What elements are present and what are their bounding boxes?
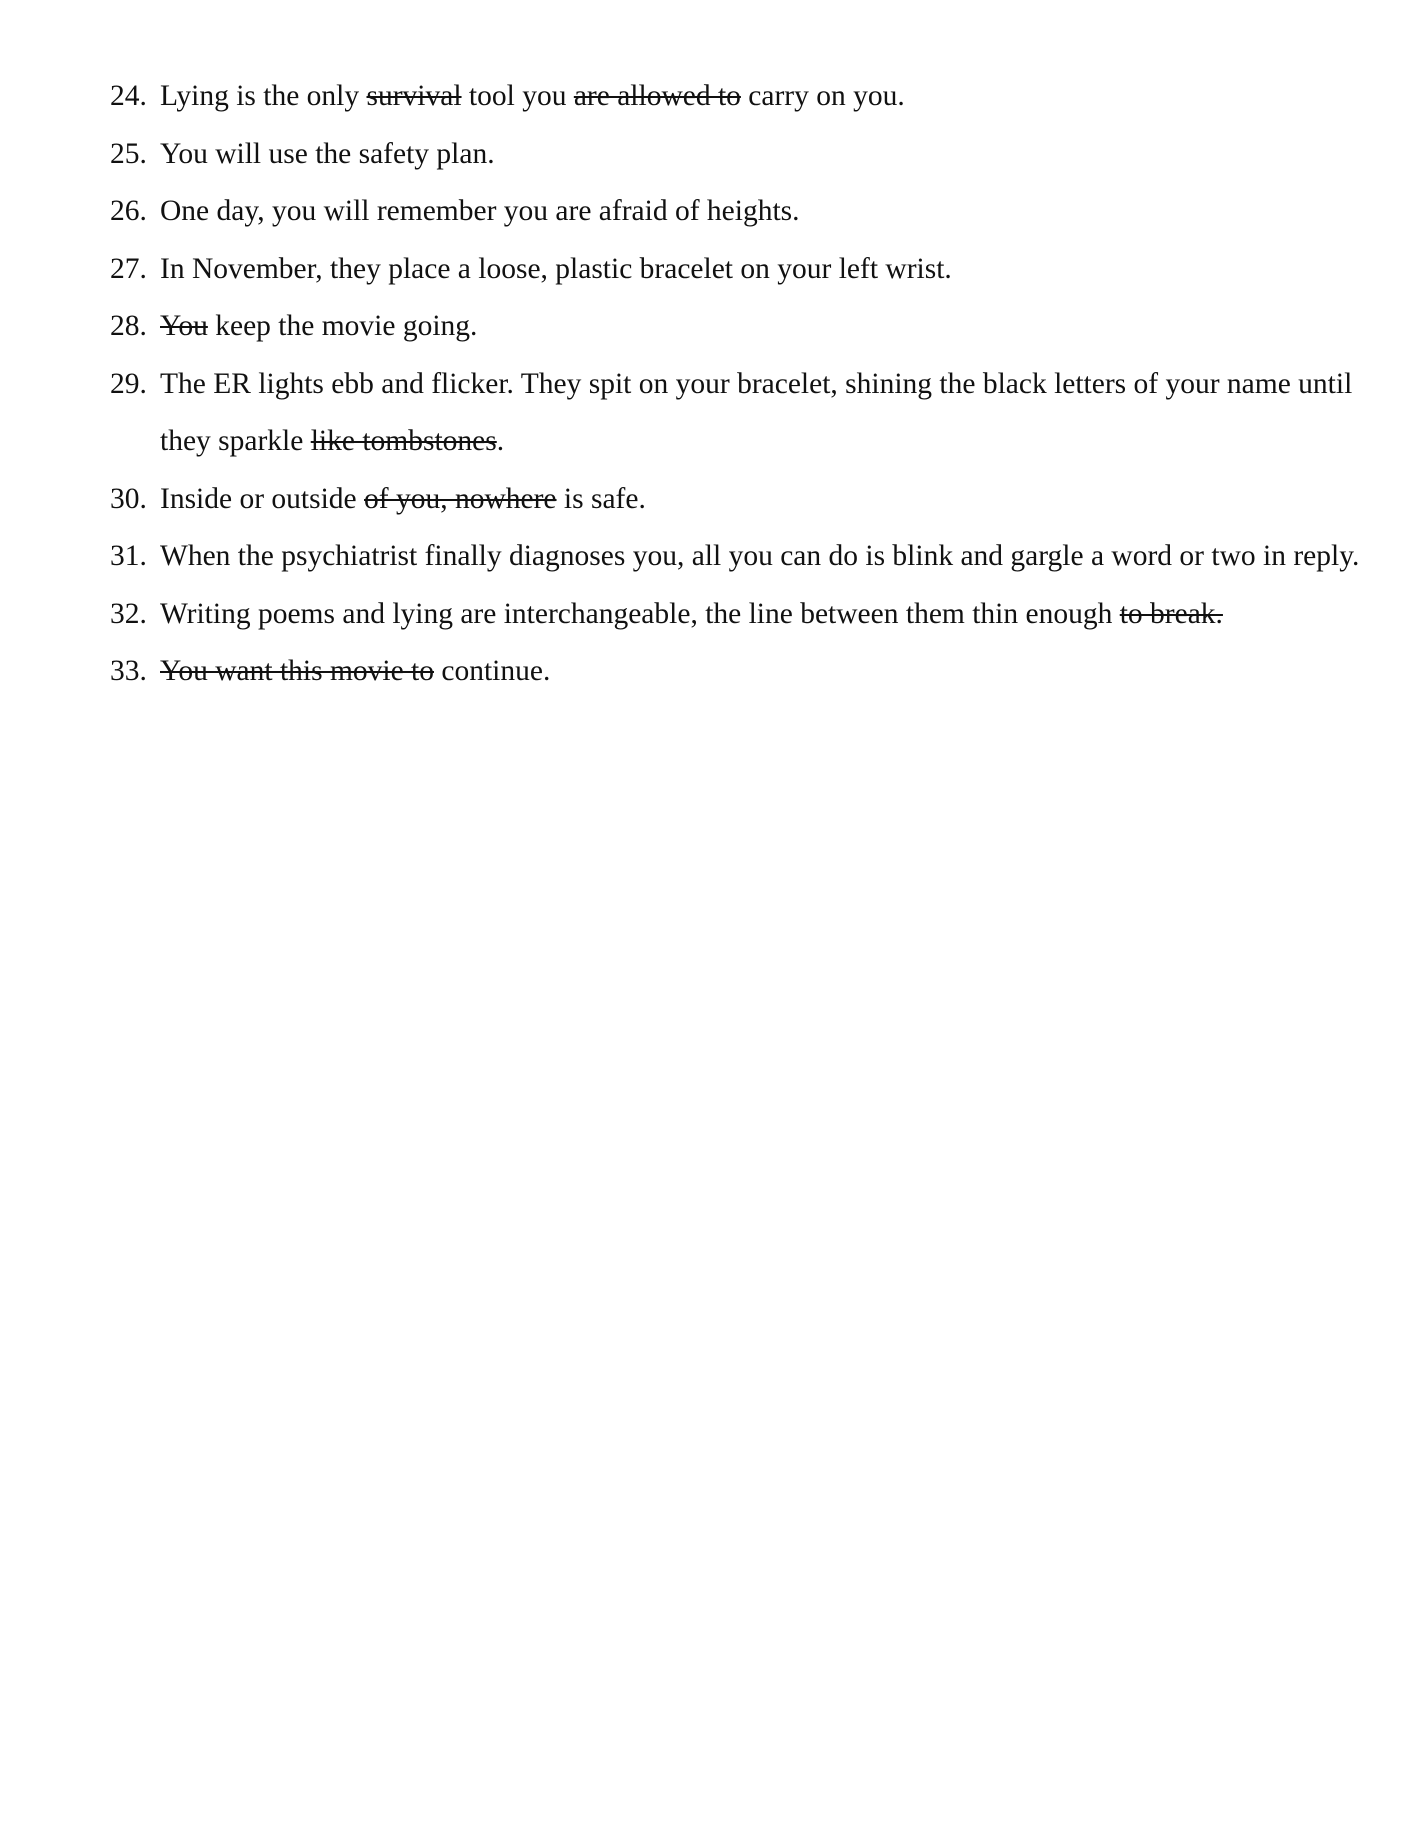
text-segment: One day, you will remember you are afraid of heights. <box>160 195 800 227</box>
numbered-list <box>110 68 1360 701</box>
list-item <box>110 241 1360 299</box>
item-number: 30. <box>110 482 147 515</box>
text-segment: keep the movie going. <box>207 310 478 342</box>
text-segment: The ER lights ebb and flicker. They spit on your bracelet, shining the black letters of your name until they sparkle <box>160 367 1353 457</box>
struck-text: are allowed to <box>573 80 741 112</box>
list-item <box>110 643 1360 701</box>
list-item <box>110 586 1360 644</box>
struck-text: to break. <box>1119 597 1223 630</box>
text-segment: Inside or outside <box>160 482 365 515</box>
struck-text: like tombstones <box>310 425 497 457</box>
list-item <box>110 126 1360 184</box>
item-text <box>160 586 1360 644</box>
item-text <box>160 183 1360 241</box>
list-item <box>110 528 1360 586</box>
item-text <box>160 68 1360 126</box>
item-number: 33. <box>110 655 147 687</box>
struck-text: You <box>160 310 208 342</box>
item-text <box>160 528 1360 586</box>
text-segment: tool you <box>461 80 574 112</box>
text-segment: carry on you. <box>740 80 905 112</box>
text-segment: You will use the safety plan. <box>160 137 495 170</box>
item-number: 29. <box>110 367 147 400</box>
text-segment: . <box>496 425 505 457</box>
item-number: 26. <box>110 195 147 227</box>
item-text <box>160 356 1360 471</box>
text-segment: continue. <box>434 655 551 687</box>
list-item <box>110 183 1360 241</box>
list-item <box>110 471 1360 529</box>
list-item <box>110 356 1360 471</box>
item-number: 25. <box>110 137 147 170</box>
item-text <box>160 126 1360 184</box>
text-segment: Writing poems and lying are interchangeable, the line between them thin enough <box>160 597 1120 630</box>
item-text <box>160 471 1360 529</box>
item-number: 28. <box>110 310 147 342</box>
list-item <box>110 298 1360 356</box>
item-number: 31. <box>110 540 147 572</box>
struck-text: You want this movie to <box>160 655 434 687</box>
struck-text: survival <box>366 80 462 112</box>
struck-text: of you, nowhere <box>364 482 557 515</box>
item-text <box>160 643 1360 701</box>
text-segment: In November, they place a loose, plastic bracelet on your left wrist. <box>160 252 952 285</box>
text-segment: is safe. <box>556 482 646 515</box>
item-number: 24. <box>110 80 147 112</box>
text-segment: When the psychiatrist finally diagnoses you, all you can do is blink and gargle a word or two in reply. <box>160 540 1360 572</box>
item-number: 27. <box>110 252 147 285</box>
list-item <box>110 68 1360 126</box>
text-segment: Lying is the only <box>160 80 367 112</box>
item-number: 32. <box>110 597 147 630</box>
item-text <box>160 241 1360 299</box>
item-text <box>160 298 1360 356</box>
